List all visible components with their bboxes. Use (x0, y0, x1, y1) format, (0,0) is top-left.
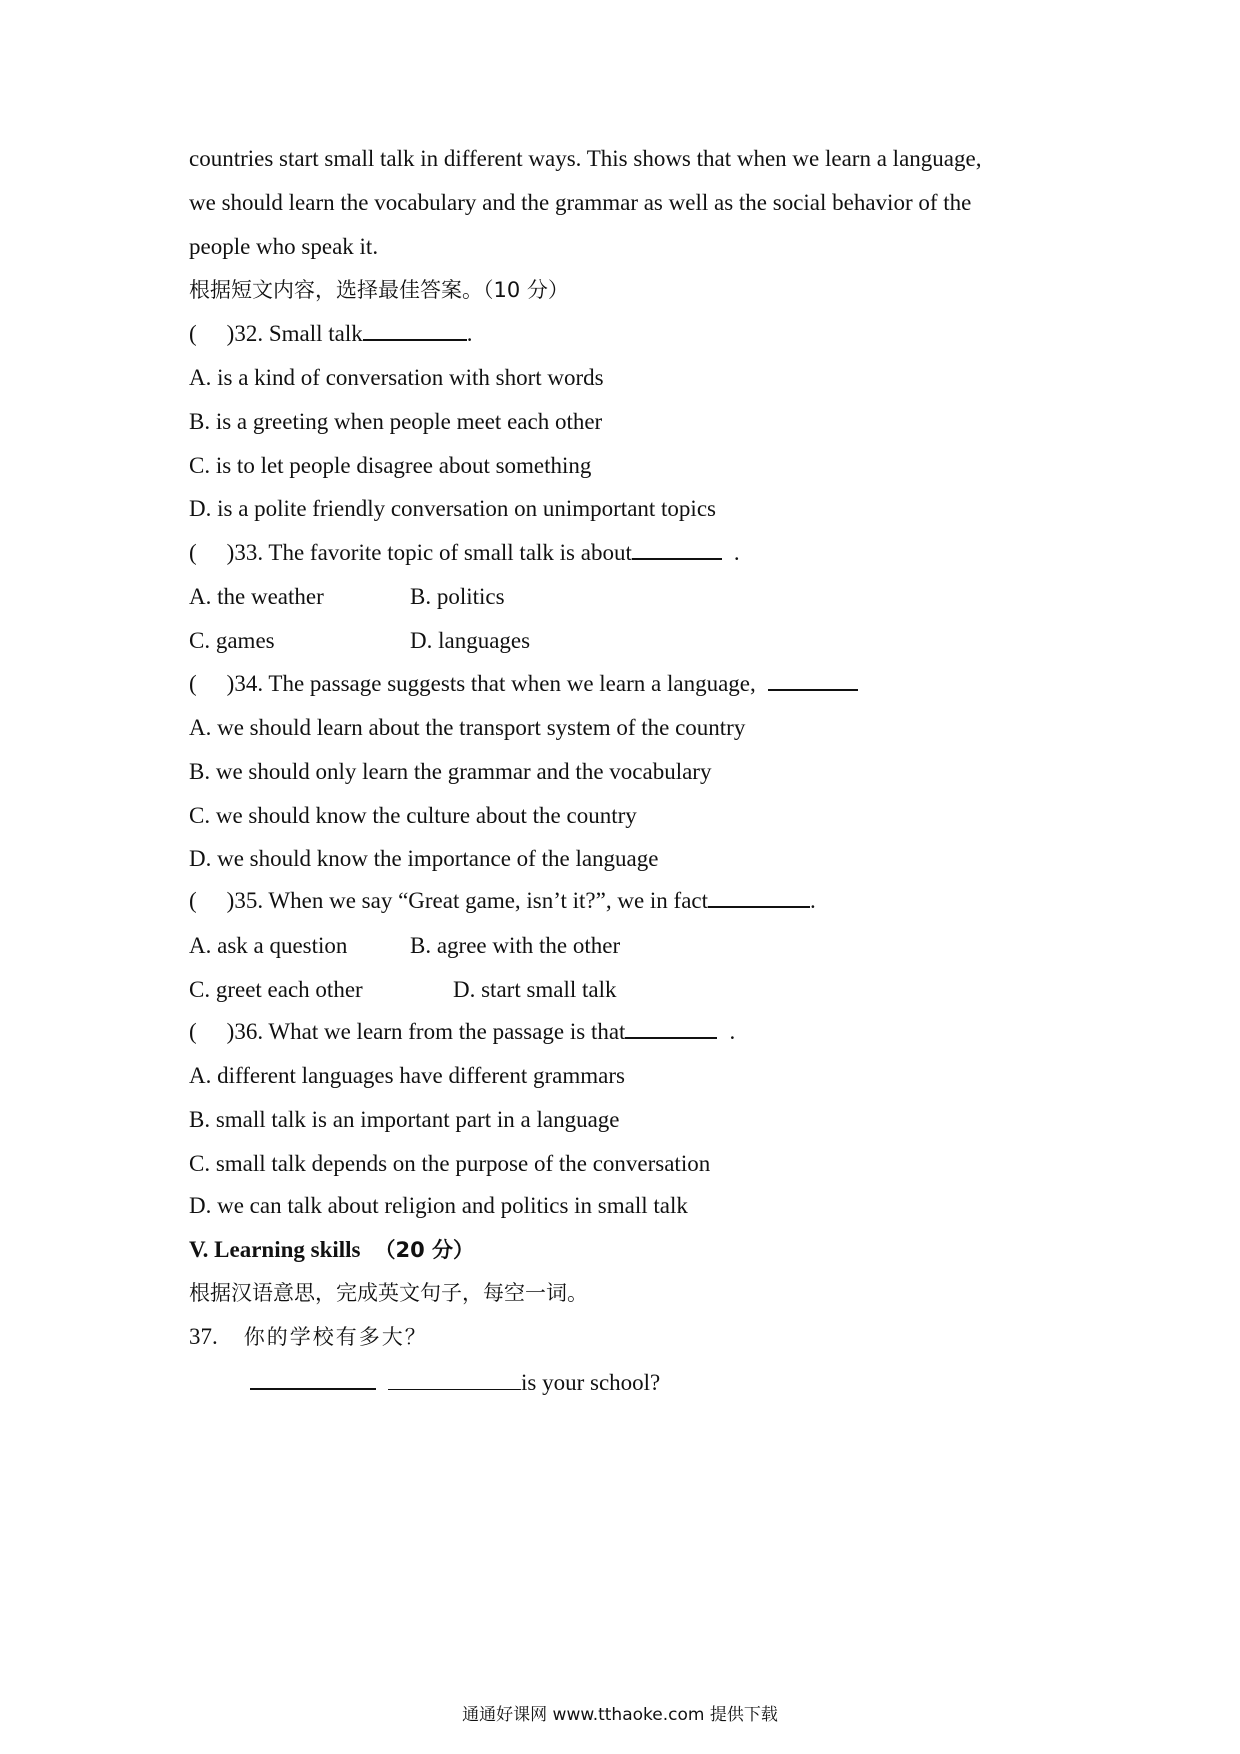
option-35-a: A. ask a question (189, 933, 348, 958)
answer-blank (363, 320, 467, 341)
question-34 (189, 670, 858, 698)
passage-line-3: people who speak it. (189, 234, 379, 259)
option-36-a: A. different languages have different grammars (189, 1063, 625, 1088)
option-32-d: D. is a polite friendly conversation on unimportant topics (189, 496, 716, 521)
option-34-a: A. we should learn about the transport system of the country (189, 715, 746, 740)
question-number: 37. (189, 1324, 218, 1349)
answer-paren-open: ( (189, 1019, 197, 1044)
answer-blank (768, 670, 858, 691)
option-34-c: C. we should know the culture about the country (189, 803, 637, 828)
answer-paren-open: ( (189, 321, 197, 346)
option-36-d: D. we can talk about religion and politics in small talk (189, 1193, 688, 1218)
option-33-d: D. languages (410, 628, 531, 653)
section-heading (189, 1236, 474, 1264)
option-32-b: B. is a greeting when people meet each other (189, 409, 603, 434)
answer-paren-close: ) (226, 888, 235, 913)
option-33-b: B. politics (410, 584, 505, 609)
question-37-prompt (189, 1323, 428, 1351)
option-34-d: D. we should know the importance of the language (189, 846, 659, 871)
section-heading-en: V. Learning skills (189, 1237, 361, 1262)
answer-paren-close: ) (226, 1019, 235, 1044)
answer-blank (708, 887, 810, 908)
answer-paren-close: ) (226, 540, 235, 565)
option-35-b: B. agree with the other (410, 933, 621, 958)
option-36-b: B. small talk is an important part in a language (189, 1107, 620, 1132)
question-chinese: 你的学校有多大？ (243, 1325, 428, 1349)
question-end: . (729, 1019, 736, 1044)
reading-instruction: 根据短文内容，选择最佳答案。（10 分） (189, 278, 569, 302)
option-33-c: C. games (189, 628, 275, 653)
option-36-c: C. small talk depends on the purpose of the conversation (189, 1151, 711, 1176)
answer-paren-open: ( (189, 671, 197, 696)
question-stem: 36. What we learn from the passage is that (234, 1019, 626, 1044)
answer-paren-open: ( (189, 888, 197, 913)
option-35-c: C. greet each other (189, 977, 363, 1002)
option-34-b: B. we should only learn the grammar and the vocabulary (189, 759, 712, 784)
question-stem: 33. The favorite topic of small talk is about (234, 540, 632, 565)
passage-line-1: countries start small talk in different ways. This shows that when we learn a language, (189, 146, 982, 171)
option-32-c: C. is to let people disagree about something (189, 453, 592, 478)
question-stem: 32. Small talk (234, 321, 363, 346)
option-32-a: A. is a kind of conversation with short words (189, 365, 604, 390)
question-32 (189, 320, 473, 348)
option-35-d: D. start small talk (453, 977, 617, 1002)
answer-paren-close: ) (226, 671, 235, 696)
answer-blank (625, 1018, 717, 1039)
question-stem: 35. When we say “Great game, isn’t it?”, we in fact (234, 888, 709, 913)
answer-paren-close: ) (226, 321, 235, 346)
footer-watermark: 通通好课网 www.tthaoke.com 提供下载 (462, 1705, 778, 1725)
question-37-answer-line (250, 1369, 660, 1397)
answer-blank (632, 539, 722, 560)
question-stem: 34. The passage suggests that when we learn a language, (234, 671, 756, 696)
question-end: . (733, 540, 740, 565)
question-33 (189, 539, 740, 567)
question-english-tail: is your school? (521, 1370, 661, 1395)
question-end: . (466, 321, 473, 346)
answer-blank-2 (388, 1370, 521, 1390)
question-36 (189, 1018, 735, 1046)
question-end: . (810, 888, 816, 913)
section-heading-score: （20 分） (374, 1238, 475, 1262)
question-35 (189, 887, 816, 915)
option-33-a: A. the weather (189, 584, 324, 609)
passage-line-2: we should learn the vocabulary and the grammar as well as the social behavior of the (189, 190, 972, 215)
section-instruction: 根据汉语意思，完成英文句子，每空一词。 (189, 1281, 588, 1305)
answer-blank-1 (250, 1369, 376, 1390)
answer-paren-open: ( (189, 540, 197, 565)
